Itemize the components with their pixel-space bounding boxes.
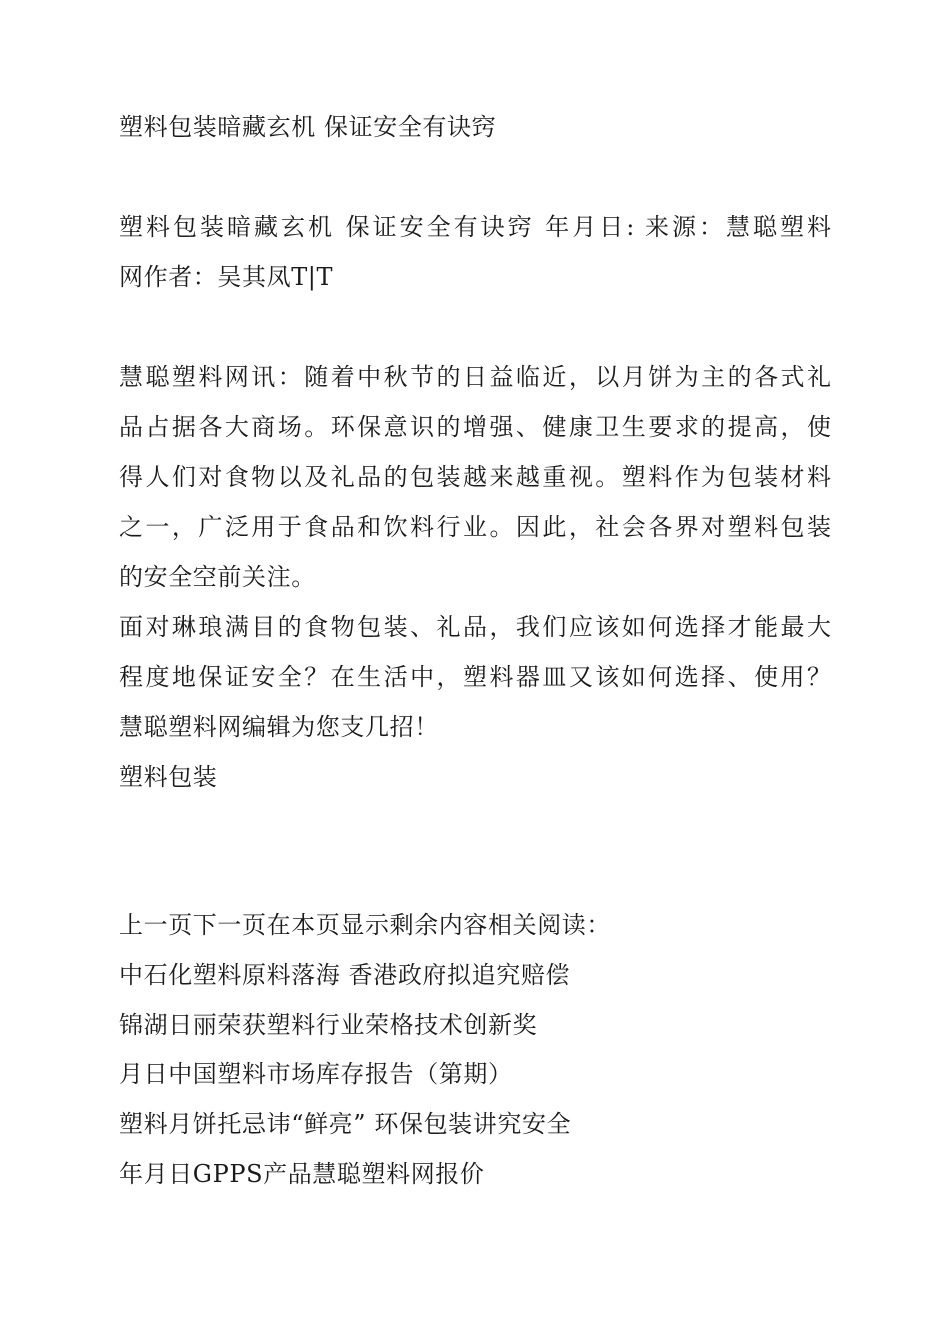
body-p2-line-1: 面对琳琅满目的食物包装、礼品，我们应该如何选择才能最大 bbox=[119, 613, 831, 641]
related-link[interactable]: 月日中国塑料市场库存报告（第期） bbox=[119, 1060, 513, 1088]
body-p1-line-4: 之一，广泛用于食品和饮料行业。因此，社会各界对塑料包装 bbox=[119, 513, 831, 541]
body-p3: 塑料包装 bbox=[119, 763, 218, 791]
body-p1-line-3: 得人们对食物以及礼品的包装越来越重视。塑料作为包装材料 bbox=[119, 463, 831, 491]
body-p1-line-2: 品占据各大商场。环保意识的增强、健康卫生要求的提高，使 bbox=[119, 413, 831, 441]
meta-line-2: 网作者：吴其凤T|T bbox=[119, 263, 334, 291]
body-p2-line-2: 程度地保证安全？在生活中，塑料器皿又该如何选择、使用？ bbox=[119, 663, 831, 691]
body-p2-line-3: 慧聪塑料网编辑为您支几招！ bbox=[119, 713, 439, 741]
body-p1-line-1: 慧聪塑料网讯：随着中秋节的日益临近，以月饼为主的各式礼 bbox=[119, 363, 831, 391]
related-link[interactable]: 年月日GPPS产品慧聪塑料网报价 bbox=[119, 1160, 485, 1188]
related-link[interactable]: 中石化塑料原料落海 香港政府拟追究赔偿 bbox=[119, 961, 571, 989]
document-title: 塑料包装暗藏玄机 保证安全有诀窍 bbox=[119, 113, 497, 141]
related-link[interactable]: 塑料月饼托忌讳“鲜亮” 环保包装讲究安全 bbox=[119, 1110, 572, 1138]
meta-line-1: 塑料包装暗藏玄机 保证安全有诀窍 年月日: 来源：慧聪塑料 bbox=[119, 213, 831, 241]
related-link[interactable]: 锦湖日丽荣获塑料行业荣格技术创新奖 bbox=[119, 1011, 538, 1039]
pagination-related-line[interactable]: 上一页下一页在本页显示剩余内容相关阅读： bbox=[119, 911, 611, 939]
body-p1-line-5: 的安全空前关注。 bbox=[119, 563, 316, 591]
